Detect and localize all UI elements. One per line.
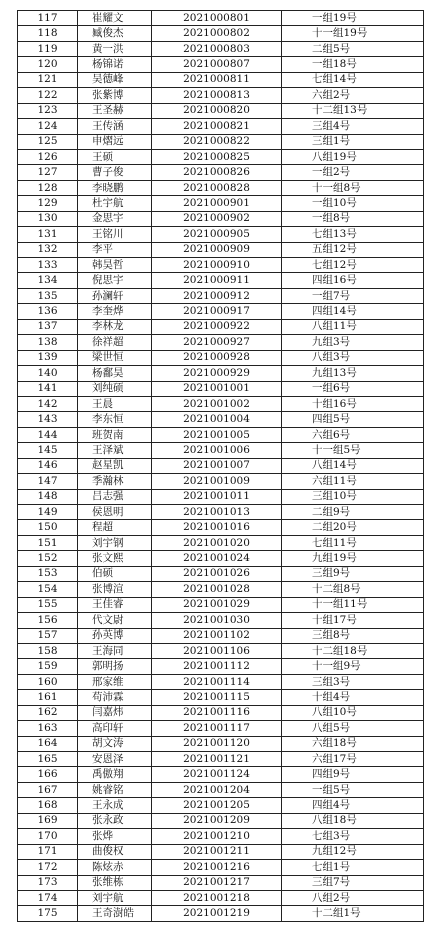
table-row [18,304,424,319]
group-seat-cell: 九组12号 [282,844,424,859]
student-id-cell: 2021001001 [152,381,282,396]
student-id-cell: 2021001011 [152,489,282,504]
row-number-cell: 144 [18,427,78,442]
table-row [18,458,424,473]
student-name-cell: 王永成 [78,798,152,813]
group-seat-cell: 六组17号 [282,752,424,767]
table-row [18,813,424,828]
row-number-cell: 126 [18,149,78,164]
group-seat-cell: 三组8号 [282,628,424,643]
group-seat-cell: 十二组13号 [282,103,424,118]
student-id-cell: 2021000802 [152,26,282,41]
student-id-cell: 2021001102 [152,628,282,643]
student-name-cell: 杜宇航 [78,196,152,211]
table-row [18,319,424,334]
table-row [18,736,424,751]
student-id-cell: 2021000822 [152,134,282,149]
group-seat-cell: 十二组1号 [282,906,424,921]
student-name-cell: 孙英博 [78,628,152,643]
group-seat-cell: 一组19号 [282,11,424,26]
student-name-cell: 闫嘉炜 [78,705,152,720]
row-number-cell: 134 [18,273,78,288]
row-number-cell: 170 [18,829,78,844]
group-seat-cell: 八组2号 [282,890,424,905]
group-seat-cell: 一组10号 [282,196,424,211]
table-row [18,628,424,643]
row-number-cell: 154 [18,582,78,597]
group-seat-cell: 一组6号 [282,381,424,396]
group-seat-cell: 六组6号 [282,427,424,442]
table-row [18,165,424,180]
table-row [18,535,424,550]
student-name-cell: 杨锦诺 [78,57,152,72]
student-id-cell: 2021001218 [152,890,282,905]
table-row [18,242,424,257]
table-row [18,659,424,674]
group-seat-cell: 六组18号 [282,736,424,751]
student-name-cell: 金思宇 [78,211,152,226]
student-id-cell: 2021000820 [152,103,282,118]
student-id-cell: 2021000811 [152,72,282,87]
row-number-cell: 159 [18,659,78,674]
row-number-cell: 136 [18,304,78,319]
row-number-cell: 131 [18,227,78,242]
student-id-cell: 2021000910 [152,258,282,273]
student-name-cell: 侯恩明 [78,505,152,520]
student-name-cell: 李东恒 [78,412,152,427]
row-number-cell: 148 [18,489,78,504]
student-id-cell: 2021000807 [152,57,282,72]
row-number-cell: 124 [18,119,78,134]
row-number-cell: 153 [18,566,78,581]
table-row [18,767,424,782]
student-id-cell: 2021000821 [152,119,282,134]
table-row [18,782,424,797]
student-name-cell: 王奇澍皓 [78,906,152,921]
group-seat-cell: 四组5号 [282,412,424,427]
row-number-cell: 157 [18,628,78,643]
student-name-cell: 张烨 [78,829,152,844]
table-row [18,489,424,504]
student-id-cell: 2021001030 [152,613,282,628]
student-id-cell: 2021001115 [152,690,282,705]
student-name-cell: 张永政 [78,813,152,828]
student-id-cell: 2021001004 [152,412,282,427]
group-seat-cell: 一组18号 [282,57,424,72]
student-id-cell: 2021001106 [152,643,282,658]
table-row [18,366,424,381]
row-number-cell: 160 [18,674,78,689]
group-seat-cell: 四组14号 [282,304,424,319]
student-name-cell: 王硕 [78,149,152,164]
row-number-cell: 120 [18,57,78,72]
student-name-cell: 曲俊权 [78,844,152,859]
student-id-cell: 2021000911 [152,273,282,288]
table-row [18,412,424,427]
row-number-cell: 173 [18,875,78,890]
student-name-cell: 吴德峰 [78,72,152,87]
row-number-cell: 122 [18,88,78,103]
row-number-cell: 151 [18,535,78,550]
row-number-cell: 158 [18,643,78,658]
student-name-cell: 姚睿铭 [78,782,152,797]
row-number-cell: 127 [18,165,78,180]
student-id-cell: 2021000901 [152,196,282,211]
student-id-cell: 2021001016 [152,520,282,535]
row-number-cell: 175 [18,906,78,921]
row-number-cell: 164 [18,736,78,751]
group-seat-cell: 三组1号 [282,134,424,149]
group-seat-cell: 八组19号 [282,149,424,164]
group-seat-cell: 十一组11号 [282,597,424,612]
table-row [18,180,424,195]
group-seat-cell: 七组11号 [282,535,424,550]
table-row [18,227,424,242]
student-id-cell: 2021000828 [152,180,282,195]
row-number-cell: 163 [18,721,78,736]
row-number-cell: 147 [18,474,78,489]
student-id-cell: 2021001026 [152,566,282,581]
table-row [18,844,424,859]
row-number-cell: 139 [18,350,78,365]
table-row [18,875,424,890]
row-number-cell: 132 [18,242,78,257]
student-name-cell: 李林龙 [78,319,152,334]
student-id-cell: 2021001007 [152,458,282,473]
row-number-cell: 146 [18,458,78,473]
table-row [18,597,424,612]
student-id-cell: 2021001002 [152,396,282,411]
student-id-cell: 2021001112 [152,659,282,674]
student-name-cell: 张紫博 [78,88,152,103]
group-seat-cell: 十一组19号 [282,26,424,41]
student-id-cell: 2021001020 [152,535,282,550]
student-id-cell: 2021001117 [152,721,282,736]
table-row [18,350,424,365]
row-number-cell: 171 [18,844,78,859]
student-id-cell: 2021000826 [152,165,282,180]
group-seat-cell: 八组10号 [282,705,424,720]
table-row [18,752,424,767]
row-number-cell: 141 [18,381,78,396]
group-seat-cell: 十组17号 [282,613,424,628]
table-row [18,443,424,458]
table-row [18,258,424,273]
group-seat-cell: 七组12号 [282,258,424,273]
student-name-cell: 李奎烨 [78,304,152,319]
student-id-cell: 2021000905 [152,227,282,242]
student-name-cell: 杨鄱昊 [78,366,152,381]
group-seat-cell: 二组20号 [282,520,424,535]
table-row [18,119,424,134]
table-row [18,474,424,489]
student-name-cell: 安恩泽 [78,752,152,767]
table-row [18,41,424,56]
student-id-cell: 2021000803 [152,41,282,56]
student-name-cell: 张博渲 [78,582,152,597]
row-number-cell: 138 [18,335,78,350]
row-number-cell: 143 [18,412,78,427]
row-number-cell: 128 [18,180,78,195]
student-name-cell: 崔耀文 [78,11,152,26]
student-name-cell: 苟沛霖 [78,690,152,705]
group-seat-cell: 一组2号 [282,165,424,180]
student-name-cell: 李平 [78,242,152,257]
group-seat-cell: 三组7号 [282,875,424,890]
student-name-cell: 王海同 [78,643,152,658]
row-number-cell: 123 [18,103,78,118]
student-name-cell: 徐祥超 [78,335,152,350]
table-row [18,427,424,442]
student-name-cell: 倪思宇 [78,273,152,288]
table-row [18,335,424,350]
row-number-cell: 168 [18,798,78,813]
table-row [18,705,424,720]
table-row [18,505,424,520]
table-row [18,674,424,689]
group-seat-cell: 五组12号 [282,242,424,257]
row-number-cell: 161 [18,690,78,705]
group-seat-cell: 三组10号 [282,489,424,504]
row-number-cell: 119 [18,41,78,56]
group-seat-cell: 七组14号 [282,72,424,87]
group-seat-cell: 四组4号 [282,798,424,813]
student-name-cell: 代文尉 [78,613,152,628]
student-name-cell: 季瀚林 [78,474,152,489]
row-number-cell: 118 [18,26,78,41]
student-id-cell: 2021000909 [152,242,282,257]
table-row [18,860,424,875]
student-name-cell: 韩昊哲 [78,258,152,273]
group-seat-cell: 七组3号 [282,829,424,844]
row-number-cell: 152 [18,551,78,566]
student-id-cell: 2021001005 [152,427,282,442]
table-row [18,906,424,921]
student-id-cell: 2021001124 [152,767,282,782]
row-number-cell: 130 [18,211,78,226]
student-name-cell: 王圣赫 [78,103,152,118]
group-seat-cell: 八组5号 [282,721,424,736]
roster-body [18,11,424,922]
student-name-cell: 刘宇钢 [78,535,152,550]
row-number-cell: 150 [18,520,78,535]
table-row [18,690,424,705]
group-seat-cell: 十二组18号 [282,643,424,658]
row-number-cell: 149 [18,505,78,520]
student-name-cell: 李晓鹏 [78,180,152,195]
student-name-cell: 王传涵 [78,119,152,134]
student-id-cell: 2021001114 [152,674,282,689]
group-seat-cell: 七组1号 [282,860,424,875]
row-number-cell: 117 [18,11,78,26]
group-seat-cell: 六组11号 [282,474,424,489]
group-seat-cell: 三组9号 [282,566,424,581]
student-id-cell: 2021001216 [152,860,282,875]
table-row [18,273,424,288]
student-name-cell: 高印轩 [78,721,152,736]
table-row [18,72,424,87]
table-row [18,211,424,226]
student-id-cell: 2021001209 [152,813,282,828]
table-row [18,57,424,72]
row-number-cell: 140 [18,366,78,381]
student-name-cell: 吕志强 [78,489,152,504]
group-seat-cell: 三组3号 [282,674,424,689]
student-id-cell: 2021001028 [152,582,282,597]
student-id-cell: 2021000825 [152,149,282,164]
student-id-cell: 2021001204 [152,782,282,797]
group-seat-cell: 十二组8号 [282,582,424,597]
row-number-cell: 135 [18,288,78,303]
student-id-cell: 2021001120 [152,736,282,751]
student-id-cell: 2021001006 [152,443,282,458]
student-name-cell: 王铭川 [78,227,152,242]
table-row [18,890,424,905]
table-row [18,149,424,164]
group-seat-cell: 九组13号 [282,366,424,381]
row-number-cell: 125 [18,134,78,149]
group-seat-cell: 六组2号 [282,88,424,103]
table-row [18,103,424,118]
group-seat-cell: 八组14号 [282,458,424,473]
student-name-cell: 张文熙 [78,551,152,566]
table-row [18,134,424,149]
student-name-cell: 程超 [78,520,152,535]
group-seat-cell: 三组4号 [282,119,424,134]
student-id-cell: 2021000929 [152,366,282,381]
row-number-cell: 172 [18,860,78,875]
student-id-cell: 2021001029 [152,597,282,612]
table-row [18,396,424,411]
table-row [18,829,424,844]
student-id-cell: 2021001210 [152,829,282,844]
group-seat-cell: 九组3号 [282,335,424,350]
student-name-cell: 陈炫赤 [78,860,152,875]
row-number-cell: 133 [18,258,78,273]
student-id-cell: 2021000917 [152,304,282,319]
student-name-cell: 刘纯硕 [78,381,152,396]
row-number-cell: 129 [18,196,78,211]
student-id-cell: 2021001211 [152,844,282,859]
student-name-cell: 王佳睿 [78,597,152,612]
row-number-cell: 142 [18,396,78,411]
row-number-cell: 155 [18,597,78,612]
table-row [18,520,424,535]
student-id-cell: 2021001205 [152,798,282,813]
student-name-cell: 郭明扬 [78,659,152,674]
row-number-cell: 162 [18,705,78,720]
student-id-cell: 2021000928 [152,350,282,365]
table-row [18,551,424,566]
student-name-cell: 臧俊杰 [78,26,152,41]
roster-table [17,10,424,922]
student-id-cell: 2021001024 [152,551,282,566]
student-name-cell: 王泽斌 [78,443,152,458]
group-seat-cell: 二组9号 [282,505,424,520]
student-name-cell: 刘宇航 [78,890,152,905]
student-id-cell: 2021000922 [152,319,282,334]
student-id-cell: 2021001219 [152,906,282,921]
table-row [18,613,424,628]
group-seat-cell: 十组16号 [282,396,424,411]
group-seat-cell: 四组9号 [282,767,424,782]
row-number-cell: 137 [18,319,78,334]
student-name-cell: 申熠远 [78,134,152,149]
row-number-cell: 167 [18,782,78,797]
row-number-cell: 156 [18,613,78,628]
table-row [18,11,424,26]
group-seat-cell: 七组13号 [282,227,424,242]
table-row [18,721,424,736]
table-row [18,88,424,103]
group-seat-cell: 八组11号 [282,319,424,334]
row-number-cell: 145 [18,443,78,458]
table-row [18,381,424,396]
row-number-cell: 165 [18,752,78,767]
table-row [18,288,424,303]
row-number-cell: 174 [18,890,78,905]
group-seat-cell: 十组4号 [282,690,424,705]
table-row [18,566,424,581]
group-seat-cell: 一组8号 [282,211,424,226]
student-id-cell: 2021001009 [152,474,282,489]
student-name-cell: 班贺南 [78,427,152,442]
student-name-cell: 曹子俊 [78,165,152,180]
row-number-cell: 121 [18,72,78,87]
student-id-cell: 2021000801 [152,11,282,26]
group-seat-cell: 十一组5号 [282,443,424,458]
group-seat-cell: 八组18号 [282,813,424,828]
group-seat-cell: 四组16号 [282,273,424,288]
group-seat-cell: 十一组8号 [282,180,424,195]
table-row [18,643,424,658]
group-seat-cell: 一组5号 [282,782,424,797]
student-name-cell: 赵星凯 [78,458,152,473]
group-seat-cell: 二组5号 [282,41,424,56]
student-name-cell: 张维栋 [78,875,152,890]
table-row [18,798,424,813]
student-id-cell: 2021000813 [152,88,282,103]
student-id-cell: 2021001013 [152,505,282,520]
group-seat-cell: 九组19号 [282,551,424,566]
group-seat-cell: 十一组9号 [282,659,424,674]
student-name-cell: 伯硕 [78,566,152,581]
student-name-cell: 邢家维 [78,674,152,689]
student-name-cell: 黄一洪 [78,41,152,56]
student-id-cell: 2021001116 [152,705,282,720]
student-name-cell: 王晨 [78,396,152,411]
row-number-cell: 169 [18,813,78,828]
student-id-cell: 2021000927 [152,335,282,350]
student-id-cell: 2021001121 [152,752,282,767]
student-name-cell: 孙澜轩 [78,288,152,303]
group-seat-cell: 八组3号 [282,350,424,365]
student-id-cell: 2021001217 [152,875,282,890]
group-seat-cell: 一组7号 [282,288,424,303]
table-row [18,26,424,41]
student-name-cell: 梁世恒 [78,350,152,365]
table-row [18,196,424,211]
student-id-cell: 2021000902 [152,211,282,226]
student-name-cell: 胡文涛 [78,736,152,751]
student-id-cell: 2021000912 [152,288,282,303]
student-name-cell: 禹傲翔 [78,767,152,782]
table-row [18,582,424,597]
row-number-cell: 166 [18,767,78,782]
